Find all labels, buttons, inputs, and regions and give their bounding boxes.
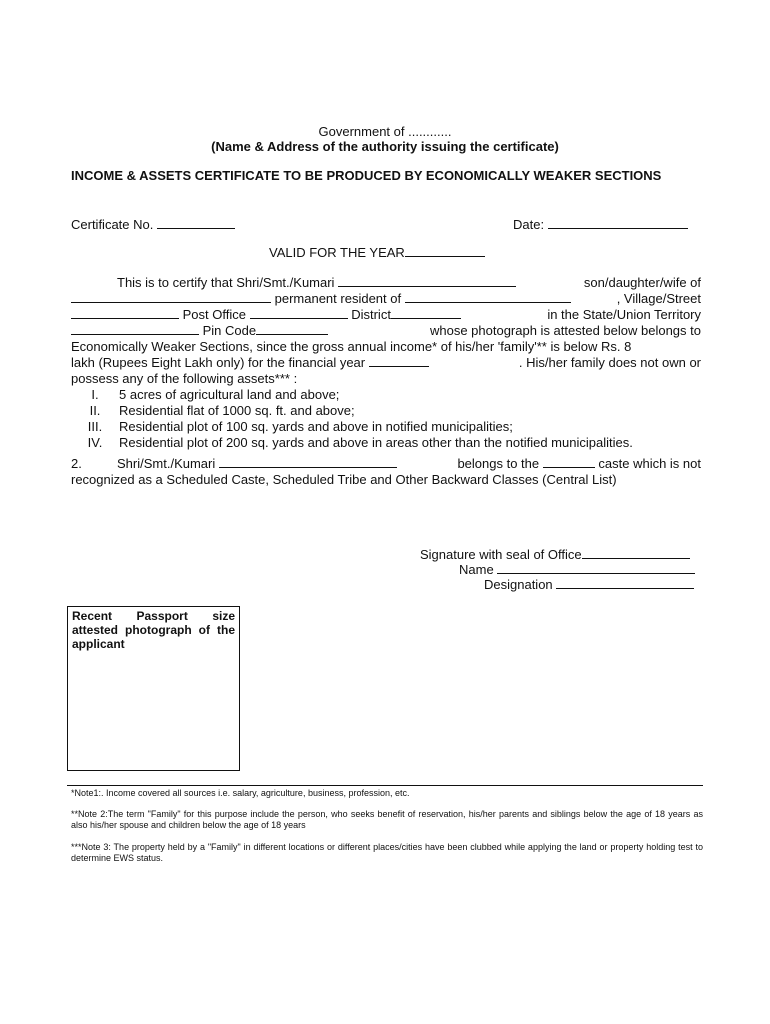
paragraph-1: This is to certify that Shri/Smt./Kumari son/daughter/wife of permanent resident of , Village/Street Post Office District in the State/Union Territory Pin Code whose photograph is attested below belongs to Economically Weaker Sections, since the gross annual income* of his/her 'family'** is below Rs. 8 lakh (Rupees Eight Lakh only) for the financial year . His/her family does not own or possess any of the following assets*** : I. 5 acres of agricultural land and above; II. Residential flat of 1000 sq. ft. and above; III. Residential plot of 100 sq. yards and above in notified municipalities; IV. Residential plot of 200 sq. yards and above in areas other than the notified municipalities. [71,275,701,450]
officer-name-line: Name [459,562,695,578]
post-office-name-blank[interactable] [250,307,348,319]
asset-item: II. Residential flat of 1000 sq. ft. and above; [89,403,355,418]
valid-year-blank[interactable] [405,245,485,257]
village-blank[interactable] [405,291,571,303]
certificate-no-blank[interactable] [157,217,235,229]
certificate-no: Certificate No. [71,217,235,233]
notes-divider [67,785,703,786]
asset-item: IV. Residential plot of 200 sq. yards and above in areas other than the notified municipalities. [87,435,633,450]
note-3: ***Note 3: The property held by a "Family" in different locations or different places/cities have been clubbed while applying the land or property holding test to determine EWS status. [71,842,703,863]
designation-blank[interactable] [556,577,694,589]
applicant-name-blank[interactable] [338,275,516,287]
post-office-blank[interactable] [71,307,179,319]
government-line: Government of ............ [318,124,452,139]
parent-name-blank[interactable] [71,291,271,303]
note-2: **Note 2:The term "Family" for this purpose include the person, who seeks benefit of reservation, his/her parents and siblings below the age of 18 years as also his/her spouse and children below the age of 18 years [71,809,703,830]
photo-box[interactable] [67,606,240,771]
district-blank[interactable] [391,307,461,319]
note-1: *Note1:. Income covered all sources i.e. salary, agriculture, business, profession, etc. [71,788,410,798]
officer-name-blank[interactable] [497,562,695,574]
valid-for-year: VALID FOR THE YEAR [269,245,485,261]
designation-line: Designation [484,577,694,593]
financial-year-blank[interactable] [369,355,429,367]
asset-item: III. Residential plot of 100 sq. yards and above in notified municipalities; [87,419,513,434]
photo-box-label: Recent Passport size attested photograph of the applicant [72,609,235,651]
assets-list [71,387,701,451]
date-blank[interactable] [548,217,688,229]
date-field: Date: [513,217,688,233]
caste-name-blank[interactable] [543,456,595,468]
signature-blank[interactable] [582,547,690,559]
certificate-title: INCOME & ASSETS CERTIFICATE TO BE PRODUCED BY ECONOMICALLY WEAKER SECTIONS [71,168,662,183]
paragraph-2: 2. Shri/Smt./Kumari belongs to the caste which is not recognized as a Scheduled Caste, Scheduled Tribe and Other Backward Classes (Central List) [71,456,701,487]
authority-line: (Name & Address of the authority issuing the certificate) [211,139,559,154]
asset-item: I. 5 acres of agricultural land and above; [91,387,340,402]
caste-applicant-blank[interactable] [219,456,397,468]
signature-line: Signature with seal of Office [420,547,690,563]
pin-code-blank[interactable] [256,323,328,335]
state-blank[interactable] [71,323,199,335]
